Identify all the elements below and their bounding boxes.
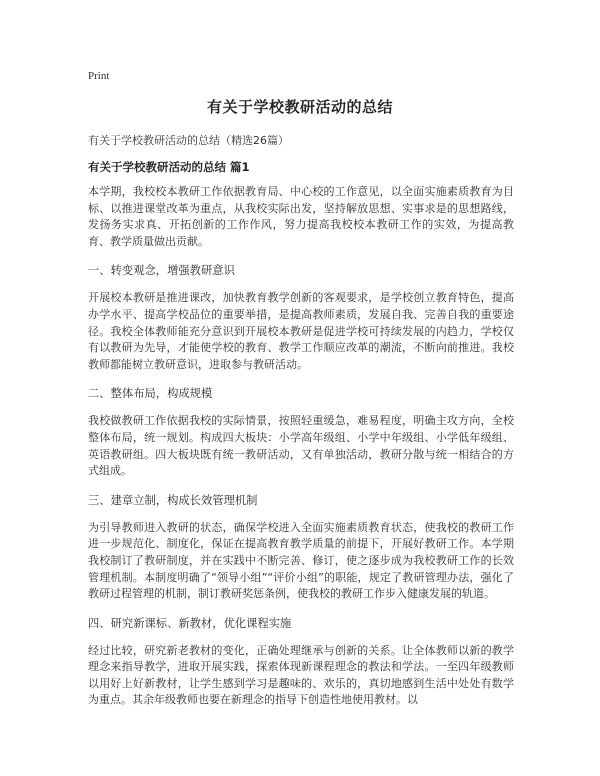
paragraph-4: 经过比较，研究新老教材的变化，正确处理继承与创新的关系。让全体教师以新的教学理念来指导教学，进取开展实践，探索体现新课程理念的教法和学法。一至四年级教师以用好上好新教材，让学生感到学习是趣味的、欢乐的，真切地感到生活中处处有数学为重点。其余年级教师也要在新理念的指导下创造性地使用教材。以: [88, 643, 514, 707]
paragraph-3: 为引导教师进入教研的状态，确保学校进入全面实施素质教育状态，使我校的教研工作进一步规范化、制度化，保证在提高教育教学质量的前提下，开展好教研工作。本学期我校制订了教研制度，并在实践中不断完善、修订，使之逐步成为我校教研工作的长效管理机制。本制度明确了“领导小组”“评价小组”的职能，规定了教研管理办法，强化了教研过程管理的机制，制订教研奖惩条例，使我校的教研工作步入健康发展的轨道。: [88, 520, 514, 601]
document-subtitle: 有关于学校教研活动的总结（精选26篇）: [88, 134, 289, 147]
heading-4: 四、研究新课标、新教材，优化课程实施: [88, 616, 292, 630]
document-title: 有关于学校教研活动的总结: [206, 98, 393, 116]
heading-3: 三、建章立制，构成长效管理机制: [88, 493, 258, 507]
section-heading: 有关于学校教研活动的总结 篇1: [88, 160, 250, 174]
print-link[interactable]: Print: [88, 70, 110, 82]
document-body: [88, 184, 514, 721]
paragraph-intro: 本学期，我校校本教研工作依据教育局、中心校的工作意见，以全面实施素质教育为目标、以推进课堂改革为重点，从我校实际出发，坚持解放思想、实事求是的思想路线，发扬务实求真、开拓创新的工作作风，努力提高我校校本教研工作的实效，为提高教育、教学质量做出贡献。: [88, 185, 514, 248]
heading-1: 一、转变观念，增强教研意识: [88, 264, 235, 278]
paragraph-2: 我校做教研工作依据我校的实际情景，按照轻重缓急，难易程度，明确主攻方向，全校整体布局，统一规划。构成四大板块：小学高年级组、小学中年级组、小学低年级组、英语教研组。四大板块既有统一教研活动，又有单独活动，教研分散与统一相结合的方式组成。: [88, 414, 514, 478]
heading-2: 二、整体布局，构成规模: [88, 387, 213, 401]
paragraph-1: 开展校本教研是推进课改，加快教育教学创新的客观要求，是学校创立教育特色，提高办学水平、提高学校品位的重要举措，是提高教师素质，发展自我、完善自我的重要途径。我校全体教师能充分意识到开展校本教研是促进学校可持续发展的内趋力，学校仅有以教研为先导，才能使学校的教育、教学工作顺应改革的潮流，不断向前推进。我校教师都能树立教研意识，进取参与教研活动。: [88, 291, 514, 371]
